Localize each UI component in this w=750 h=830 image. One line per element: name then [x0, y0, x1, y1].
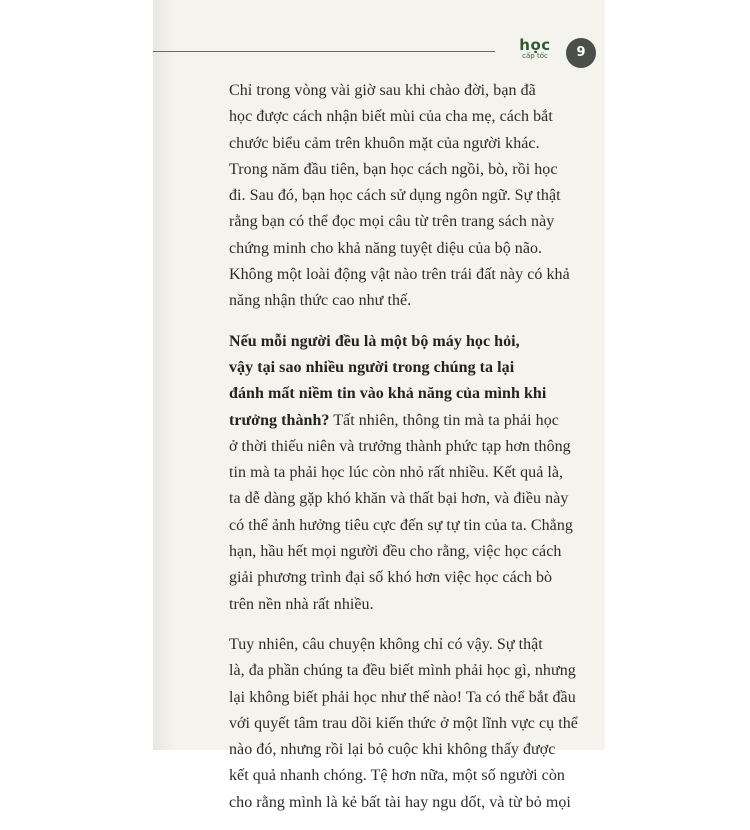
text-line: chước biểu cảm trên khuôn mặt của người khác.	[229, 134, 540, 152]
text-line: Không một loài động vật nào trên trái đất này có khả	[229, 266, 570, 284]
text-line: ta dễ dàng gặp khó khăn và thất bại hơn, và điều này	[229, 490, 569, 508]
bold-question-line: vậy tại sao nhiều người trong chúng ta lại	[229, 358, 515, 376]
paragraph-1	[197, 78, 570, 315]
paragraph-3	[197, 632, 578, 816]
text-line: chứng minh cho khả năng tuyệt diệu của bộ não.	[229, 239, 543, 257]
text-line: tin mà ta phải học lúc còn nhỏ rất nhiều. Kết quả là,	[229, 464, 564, 482]
brand-logo	[510, 38, 560, 60]
text-line: giải phương trình đại số khó hơn việc học cách bò	[229, 569, 553, 587]
text-line: với quyết tâm trau dồi kiến thức ở một lĩnh vực cụ thể	[229, 714, 578, 732]
gutter-shadow	[153, 0, 175, 750]
bold-question-end: trưởng thành?	[229, 411, 330, 429]
brand-main-text: học	[519, 36, 551, 54]
paragraph-2	[197, 329, 573, 618]
bold-question-line: đánh mất niềm tin vào khả năng của mình khi	[229, 385, 547, 403]
text-line: nào đó, nhưng rồi lại bỏ cuộc khi không thấy được	[229, 741, 556, 759]
brand-sub-text: cấp tốc	[522, 52, 548, 60]
page-number-badge: 9	[566, 38, 596, 68]
header-rule	[153, 51, 495, 52]
book-page	[153, 0, 605, 811]
text-line: Chỉ trong vòng vài giờ sau khi chào đời, bạn đã	[229, 82, 536, 99]
text-line: hạn, hầu hết mọi người đều cho rằng, việc học cách	[229, 543, 562, 561]
text-line: học được cách nhận biết mùi của cha mẹ, cách bắt	[229, 108, 553, 126]
text-tail: Tất nhiên, thông tin mà ta phải học	[329, 411, 559, 429]
text-line: ở thời thiếu niên và trưởng thành phức tạp hơn thông	[229, 437, 571, 455]
text-line: cho rằng mình là kẻ bất tài hay ngu dốt, và từ bỏ mọi	[229, 793, 571, 811]
body-text	[197, 78, 578, 830]
bold-question-line: Nếu mỗi người đều là một bộ máy học hỏi,	[229, 332, 520, 350]
text-line: đi. Sau đó, bạn học cách sử dụng ngôn ngữ. Sự thật	[229, 187, 561, 205]
text-line: năng nhận thức cao như thế.	[229, 292, 412, 310]
text-line: Tuy nhiên, câu chuyện không chỉ có vậy. Sự thật	[229, 635, 543, 653]
text-line: là, đa phần chúng ta đều biết mình phải học gì, nhưng	[229, 662, 576, 680]
text-line: lại không biết phải học như thế nào! Ta có thể bắt đầu	[229, 688, 576, 706]
text-line: trên nền nhà rất nhiều.	[229, 595, 374, 613]
text-line: có thể ảnh hưởng tiêu cực đến sự tự tin của ta. Chẳng	[229, 516, 573, 534]
text-line: Trong năm đầu tiên, bạn học cách ngồi, bò, rồi học	[229, 160, 558, 178]
text-line: kết quả nhanh chóng. Tệ hơn nữa, một số người còn	[229, 767, 565, 785]
mixed-line	[197, 408, 559, 434]
text-line: rằng bạn có thể đọc mọi câu từ trên trang sách này	[229, 213, 555, 231]
